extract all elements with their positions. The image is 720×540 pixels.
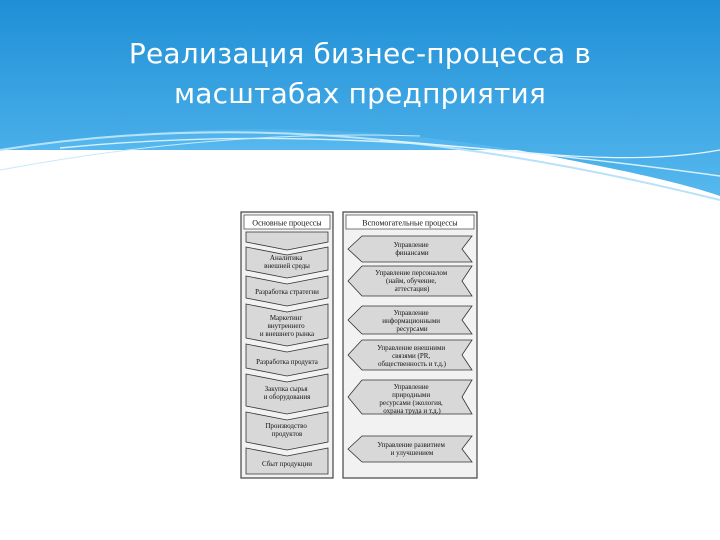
support-step-5-line-2: природными [392, 391, 431, 399]
support-step-4-line-2: связями (PR, [392, 352, 431, 360]
main-step-3-line-3: и внешнего рынка [259, 330, 315, 338]
main-step-label: Разработка стратегии [255, 288, 319, 296]
main-processes-header: Основные процессы [252, 218, 322, 228]
support-step-5-line-3: ресурсами (экология, [379, 399, 443, 407]
main-step-label [265, 422, 308, 438]
slide-title-line-2: масштабах предприятия [173, 77, 546, 110]
support-step-label [394, 241, 431, 257]
support-step-2-line-3: аттестация) [394, 285, 430, 293]
support-step-4-line-1: Управление внешними [377, 344, 446, 352]
slide-title-line-1: Реализация бизнес-процесса в [128, 37, 592, 70]
support-step-1-line-1: Управление [393, 241, 429, 249]
support-step-5-line-4: охрана труда и т.д.) [383, 407, 441, 415]
main-step-label [264, 385, 311, 401]
main-step-5-line-1: Закупка сырья [264, 385, 308, 393]
support-step-4-line-3: общественность и т.д.) [378, 360, 446, 368]
support-step-2-line-2: (найм, обучение, [386, 277, 437, 285]
support-step-3-line-1: Управление [393, 309, 429, 317]
main-step-label [264, 254, 310, 270]
main-step-label: Сбыт продукции [261, 460, 313, 468]
main-step-5-line-2: и оборудования [263, 393, 311, 401]
main-step-6-line-1: Производство [265, 422, 307, 430]
main-step-6-line-2: продуктов [271, 430, 303, 438]
support-step-1-line-2: финансами [395, 249, 429, 257]
support-step-6-line-1: Управление развитием [377, 441, 445, 449]
support-step-6-line-2: и улучшением [390, 449, 434, 457]
main-step-3-line-1: Маркетинг [269, 314, 303, 322]
main-step-1-line-1: Аналитика [269, 254, 303, 262]
main-step-3-line-2: внутреннего [267, 322, 305, 330]
support-step-3-line-3: ресурсами [396, 325, 428, 333]
support-step-5-line-1: Управление [393, 383, 429, 391]
support-step-2-line-1: Управление персоналом [375, 269, 448, 277]
main-step-1-line-2: внешней среды [264, 262, 310, 270]
support-processes-header: Вспомогательные процессы [362, 218, 458, 228]
support-step-3-line-2: информационными [382, 317, 441, 325]
main-step-label: Разработка продукта [256, 358, 318, 366]
